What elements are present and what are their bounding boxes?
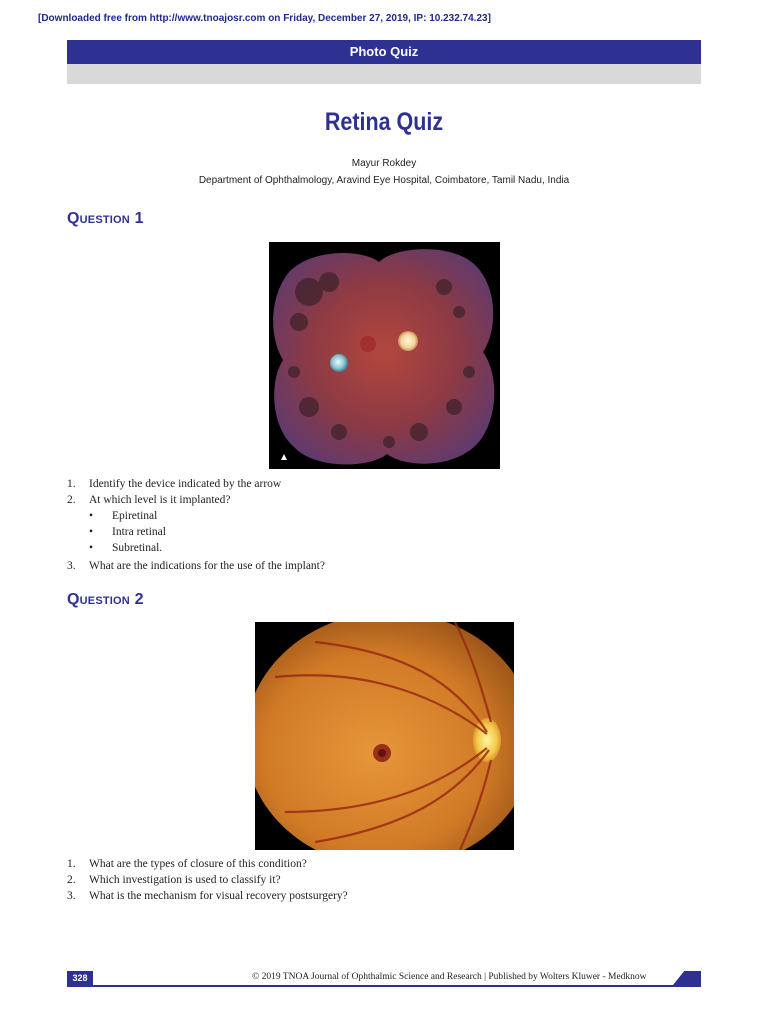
options-list	[89, 508, 325, 556]
option-item: • Epiretinal	[89, 510, 158, 522]
page-number: 328	[67, 971, 93, 985]
author-name: Mayur Rokdey	[351, 158, 417, 169]
question-2-item: 1. What are the types of closure of this condition?	[67, 858, 307, 870]
download-banner: [Downloaded free from http://www.tnoajosr.com on Friday, December 27, 2019, IP: 10.232.74.23]	[38, 13, 491, 24]
article-title: Retina Quiz	[324, 108, 444, 136]
question-1-heading: Question 1	[67, 210, 144, 227]
retinal-implant	[330, 354, 348, 372]
figure-2-fundus-photo	[255, 622, 514, 850]
question-1-item: 1. Identify the device indicated by the arrow	[67, 478, 282, 490]
question-2-item: 2. Which investigation is used to classify it?	[67, 874, 281, 886]
optic-disc	[398, 331, 418, 351]
macula	[360, 336, 376, 352]
option-item: • Intra retinal	[89, 526, 166, 538]
footer-tab	[673, 971, 701, 985]
footer-rule	[67, 985, 701, 987]
figure-1-fundus-montage	[269, 242, 500, 469]
author-affiliation: Department of Ophthalmology, Aravind Eye Hospital, Coimbatore, Tamil Nadu, India	[198, 175, 570, 186]
question-2-list	[67, 856, 348, 904]
page-footer	[67, 970, 701, 987]
question-1-item: 2. At which level is it implanted? • Epiretinal • Intra retinal • Subretinal.	[67, 492, 325, 556]
question-2-heading: Question 2	[67, 591, 144, 608]
question-2-item: 3. What is the mechanism for visual recovery postsurgery?	[67, 890, 348, 902]
section-header: Photo Quiz	[67, 40, 701, 64]
arrow-icon	[281, 454, 287, 460]
option-item: • Subretinal.	[89, 542, 163, 554]
question-1-list	[67, 476, 325, 574]
footer-citation: © 2019 TNOA Journal of Ophthalmic Science and Research | Published by Wolters Kluwer - Medknow	[252, 972, 647, 982]
header-divider	[67, 64, 701, 84]
question-1-item: 3. What are the indications for the use of the implant?	[67, 560, 325, 572]
